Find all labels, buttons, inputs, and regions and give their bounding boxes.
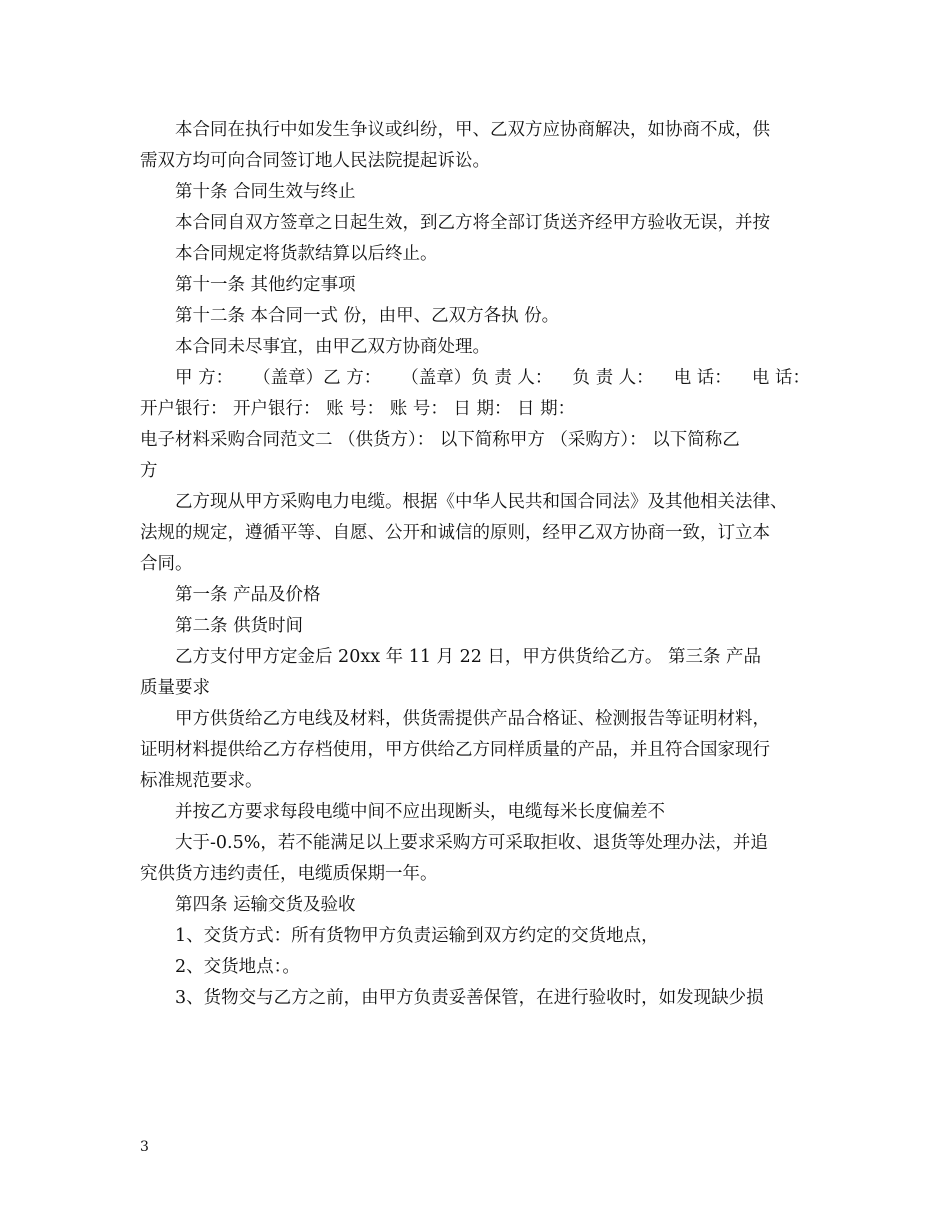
signature-field: 负 责 人： xyxy=(572,368,654,388)
article-heading: 第十二条 本合同一式 份，由甲、乙双方各执 份。 xyxy=(175,306,560,326)
paragraph-line: 标准规范要求。 xyxy=(140,771,263,791)
paragraph-line: 乙方支付甲方定金后 20xx 年 11 月 22 日，甲方供货给乙方。 第三条 产品 xyxy=(175,647,762,667)
signature-row xyxy=(140,363,810,394)
paragraph-line: 本合同未尽事宜，由甲乙双方协商处理。 xyxy=(175,337,490,357)
signature-field: 电 话： xyxy=(673,368,732,388)
signature-field: 甲 方： xyxy=(175,368,234,388)
paragraph-line: 究供货方违约责任，电缆质保期一年。 xyxy=(140,864,438,884)
paragraph-line: 合同。 xyxy=(140,554,193,574)
signature-field: 电 话： xyxy=(751,368,810,388)
bank-info-row: 开户银行： 开户银行： 账 号： 账 号： 日 期： 日 期： xyxy=(140,399,576,419)
document-body xyxy=(140,115,810,1014)
section-two-heading-continued: 方 xyxy=(140,461,158,481)
article-heading: 第二条 供货时间 xyxy=(175,616,304,636)
paragraph-line: 乙方现从甲方采购电力电缆。根据《中华人民共和国合同法》及其他相关法律、 xyxy=(175,492,788,512)
list-item: 3、货物交与乙方之前，由甲方负责妥善保管，在进行验收时，如发现缺少损 xyxy=(175,988,764,1008)
section-two-heading: 电子材料采购合同范文二 （供货方）： 以下简称甲方 （采购方）： 以下简称乙 xyxy=(140,430,740,450)
paragraph-line: 质量要求 xyxy=(140,678,210,698)
paragraph-line: 证明材料提供给乙方存档使用，甲方供给乙方同样质量的产品，并且符合国家现行 xyxy=(140,740,770,760)
article-heading: 第十条 合同生效与终止 xyxy=(175,182,356,202)
paragraph-line: 需双方均可向合同签订地人民法院提起诉讼。 xyxy=(140,151,490,171)
list-item: 2、交货地点：。 xyxy=(175,957,300,977)
paragraph-line: 并按乙方要求每段电缆中间不应出现断头，电缆每米长度偏差不 xyxy=(175,802,665,822)
paragraph-line: 甲方供货给乙方电线及材料，供货需提供产品合格证、检测报告等证明材料， xyxy=(175,709,770,729)
paragraph-line: 大于-0.5%，若不能满足以上要求采购方可采取拒收、退货等处理办法，并追 xyxy=(175,833,768,853)
paragraph-line: 法规的规定，遵循平等、自愿、公开和诚信的原则，经甲乙双方协商一致，订立本 xyxy=(140,523,770,543)
paragraph-line: 本合同规定将货款结算以后终止。 xyxy=(175,244,438,264)
article-heading: 第十一条 其他约定事项 xyxy=(175,275,356,295)
signature-field: （盖章）负 责 人： xyxy=(401,368,553,388)
signature-field: （盖章）乙 方： xyxy=(253,368,382,388)
article-heading: 第四条 运输交货及验收 xyxy=(175,895,356,915)
paragraph-line: 本合同在执行中如发生争议或纠纷，甲、乙双方应协商解决，如协商不成，供 xyxy=(175,120,770,140)
paragraph-line: 本合同自双方签章之日起生效，到乙方将全部订货送齐经甲方验收无误，并按 xyxy=(175,213,770,233)
article-heading: 第一条 产品及价格 xyxy=(175,585,321,605)
page-number: 3 xyxy=(140,1139,149,1155)
list-item: 1、交货方式：所有货物甲方负责运输到双方约定的交货地点， xyxy=(175,926,659,946)
